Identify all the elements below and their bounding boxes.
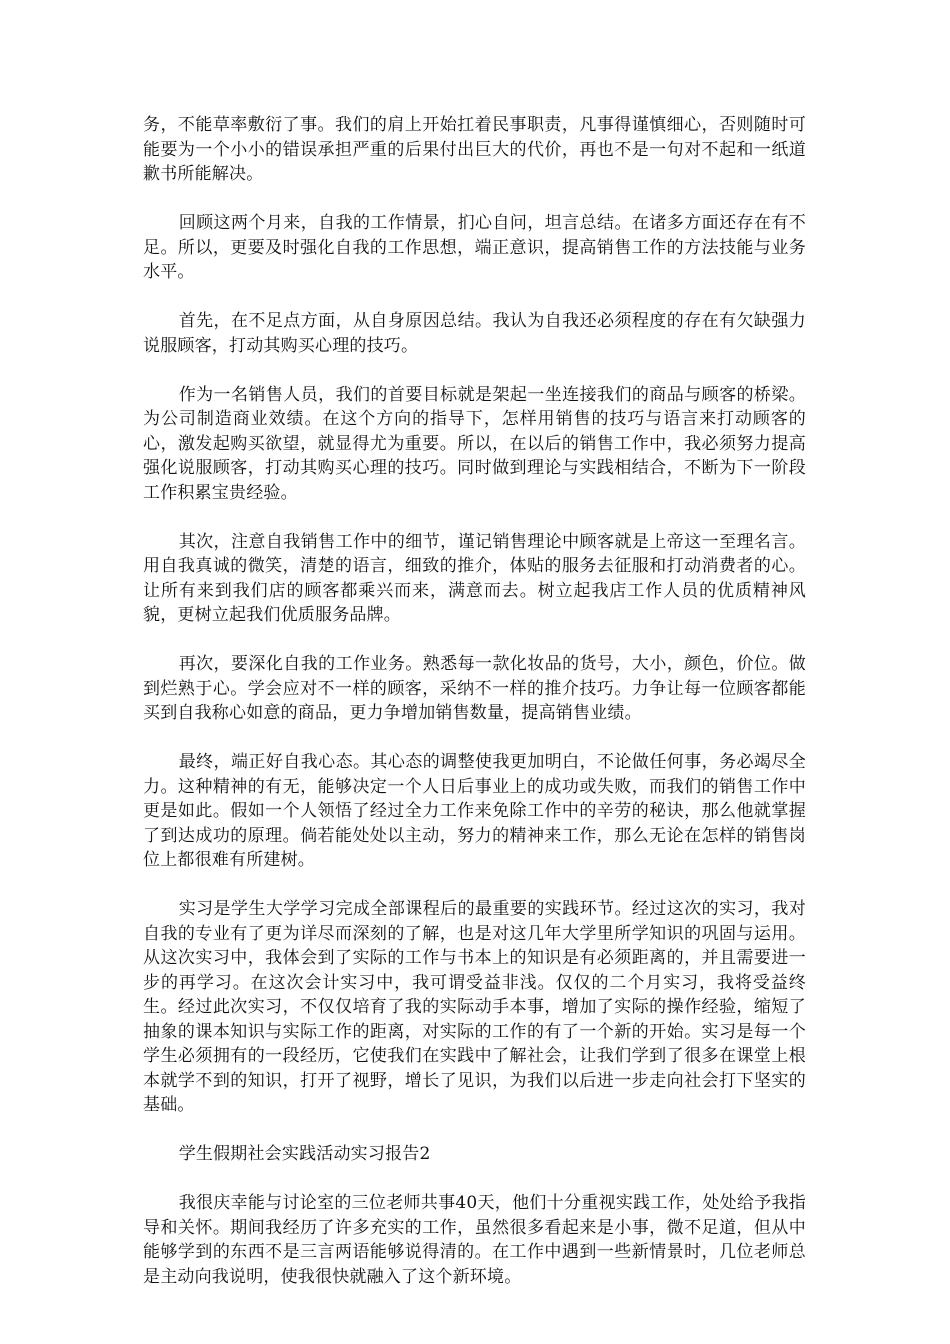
paragraph-first-point: 首先，在不足点方面，从自身原因总结。我认为自我还必须程度的存在有欠缺强力说服顾客，打动其购买心理的技巧。: [143, 311, 806, 356]
section-heading: 学生假期社会实践活动实习报告2: [178, 1144, 431, 1164]
paragraph-review: 回顾这两个月来，自我的工作情景，扪心自问，坦言总结。在诸多方面还存在有不足。所以，更要及时强化自我的工作思想，端正意识，提高销售工作的方法技能与业务水平。: [143, 213, 806, 282]
paragraph-internship-summary: 实习是学生大学学习完成全部课程后的最重要的实践环节。经过这次的实习，我对自我的专业有了更为详尽而深刻的了解，也是对这几年大学里所学知识的巩固与运用。从这次实习中，我体会到了实际的工作与书本上的知识是有必须距离的，并且需要进一步的再学习。在这次会计实习中，我可谓受益非浅。仅仅的二个月实习，我将受益终生。经过此次实习，不仅仅培育了我的实际动手本事，增加了实际的操作经验，缩短了抽象的课本知识与实际工作的距离，对实际的工作的有了一个新的开始。实习是每一个学生必须拥有的一段经历，它使我们在实践中了解社会，让我们学到了很多在课堂上根本就学不到的知识，打开了视野，增长了见识，为我们以后进一步走向社会打下坚实的基础。: [143, 899, 806, 1115]
paragraph-sales-goal: 作为一名销售人员，我们的首要目标就是架起一坐连接我们的商品与顾客的桥梁。为公司制造商业效绩。在这个方向的指导下，怎样用销售的技巧与语言来打动顾客的心，激发起购买欲望，就显得尤为重要。所以，在以后的销售工作中，我必须努力提高强化说服顾客，打动其购买心理的技巧。同时做到理论与实践相结合，不断为下一阶段工作积累宝贵经验。: [143, 384, 806, 503]
paragraph-report-2-intro: 我很庆幸能与讨论室的三位老师共事40天，他们十分重视实践工作，处处给予我指导和关怀。期间我经历了许多充实的工作，虽然很多看起来是小事，微不足道，但从中能够学到的东西不是三言两语能够说得清的。在工作中遇到一些新情景时，几位老师总是主动向我说明，使我很快就融入了这个新环境。: [143, 1193, 806, 1287]
paragraph-final-point: 最终，端正好自我心态。其心态的调整使我更加明白，不论做任何事，务必竭尽全力。这种精神的有无，能够决定一个人日后事业上的成功或失败，而我们的销售工作中更是如此。假如一个人领悟了经过全力工作来免除工作中的辛劳的秘诀，那么他就掌握了到达成功的原理。倘若能处处以主动，努力的精神来工作，那么无论在怎样的销售岗位上都很难有所建树。: [143, 752, 806, 870]
paragraph-second-point: 其次，注意自我销售工作中的细节，谨记销售理论中顾客就是上帝这一至理名言。用自我真诚的微笑，清楚的语言，细致的推介，体贴的服务去征服和打动消费者的心。让所有来到我们店的顾客都乘兴而来，满意而去。树立起我店工作人员的优质精神风貌，更树立起我们优质服务品牌。: [143, 531, 806, 625]
paragraph-third-point: 再次，要深化自我的工作业务。熟悉每一款化妆品的货号，大小，颜色，价位。做到烂熟于心。学会应对不一样的顾客，采纳不一样的推介技巧。力争让每一位顾客都能买到自我称心如意的商品，更力争增加销售数量，提高销售业绩。: [143, 654, 806, 723]
paragraph-continuation: 务，不能草率敷衍了事。我们的肩上开始扛着民事职责，凡事得谨慎细心，否则随时可能要为一个小小的错误承担严重的后果付出巨大的代价，再也不是一句对不起和一纸道歉书所能解决。: [143, 115, 806, 184]
document-body: [143, 113, 806, 1314]
